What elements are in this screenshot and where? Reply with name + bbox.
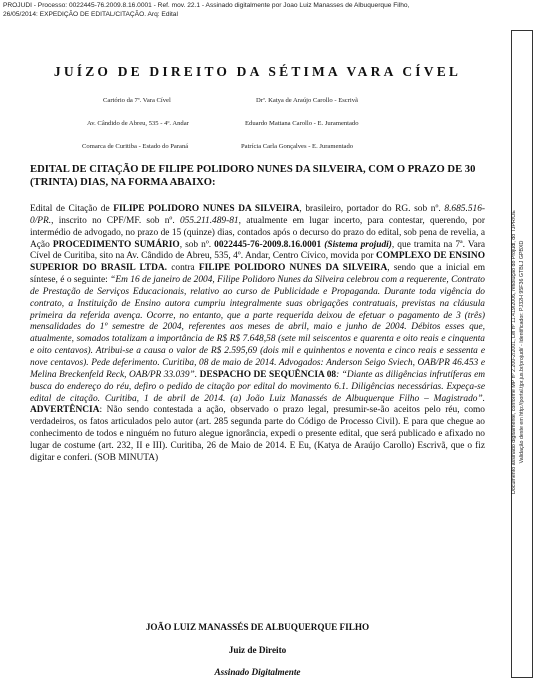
judge-name: JOÃO LUIZ MANASSÉS DE ALBUQUERQUE FILHO (145, 622, 370, 632)
judge-role: Juiz de Direito (228, 645, 287, 655)
side-stamp-line-2: Validação deste em http://portal.tjpr.jus.br/projudi/ - Identificador: PJ32H 95F36 GTBLJ GPBXD (519, 240, 525, 464)
warning-label: ADVERTÊNCIA (30, 405, 100, 416)
office-right-2: Eduardo Mattana Carollo - E. Juramentado (245, 120, 359, 127)
document-header (3, 1, 508, 19)
cpf-number: 055.211.489-81 (179, 215, 239, 226)
body-text: contra (167, 263, 199, 274)
office-left-1: Cartório da 7ª. Vara Cível (103, 97, 171, 104)
header-line-1: PROJUDI - Processo: 0022445-76.2009.8.16.0001 - Ref. mov. 22.1 - Assinado digitalmente por Joao Luiz Manasses de Albuquerque Filho, (3, 2, 410, 9)
defendant-name: FILIPE POLIDORO NUNES DA SILVEIRA (198, 263, 388, 274)
rg-number: 8.685.516-0/PR. (30, 204, 485, 226)
court-title: JUÍZO DE DIREITO DA SÉTIMA VARA CÍVEL (53, 64, 462, 79)
side-validation-stamp (511, 30, 533, 678)
body-text: , que tramita na 7ª. Vara Cível de Curitiba, sito na Av. Cândido de Abreu, 535, 4º. Andar, Centro Cívico, movida por (30, 239, 486, 262)
body-text: , sendo que a inicial em síntese, é o seguinte: (30, 263, 485, 286)
side-stamp-line-1: Documento assinado digitalmente, conforme MP nº 2.200-2/2001, Lei nº 11.419/2006, resolução do Projudi, do TJPR/OE (511, 210, 517, 494)
despacho-text: : “Diante as diligências infrutíferas em busca do endereço do réu, defiro o pedido de citação por edital do movimento 6.1. Diligências necessárias. Expeça-se edital de citação. Curitiba, 1 de abril de 2014. (a) João Luiz Manassés de Albuquerque Filho – Magistrado”. (30, 369, 485, 404)
body-text: , sob nº. (179, 239, 215, 250)
office-left-3: Comarca de Curitiba - Estado do Paraná (82, 143, 189, 150)
side-stamp-text (510, 47, 532, 657)
body-text: : Não sendo contestada a ação, observado o prazo legal, presumir-se-ão aceitos pelo réu, como verdadeiros, os fatos articulados pelo autor (art. 285 segunda parte do Código de Processo Civil). E para que chegue ao conhecimento de todos e ninguém no futuro alegue ignorância, expedi o presente edital, que será publicado e afixado no lugar de costume (art. 232, II e III). Curitiba, 26 de Maio de 2014. E Eu, (Katya de Araújo Carollo) Escrivã, que o fiz digitar e conferi. (SOB MINUTA) (30, 405, 485, 463)
signature-note: Assinado Digitalmente (214, 667, 301, 677)
defendant-name: FILIPE POLIDORO NUNES DA SILVEIRA (113, 204, 300, 214)
office-right-1: Drª. Katya de Araújo Carollo - Escrivã (256, 97, 358, 104)
action-type: PROCEDIMENTO SUMÁRIO (52, 239, 180, 250)
despacho-label: DESPACHO DE SEQUÊNCIA 08 (197, 369, 337, 380)
system-name: (Sistema projudi) (324, 239, 392, 250)
office-right-3: Patrícia Carla Gonçalves - E. Juramentado (241, 143, 354, 150)
edital-heading: EDITAL DE CITAÇÃO DE FILIPE POLIDORO NUNES DA SILVEIRA, COM O PRAZO DE 30 (TRINTA) DIAS, NA FORMA ABAIXO: (30, 164, 476, 188)
petition-summary: “Em 16 de janeiro de 2004, Filipe Polidoro Nunes da Silveira celebrou com a requerente, Contrato de Prestação de Serviços Educacionais, relativo ao curso de Publicidade e Propaganda. Durante toda vigência do contrato, a Instituição de Ensino autora cumpriu integralmente suas obrigações contratuais, previstas na cláusula primeira da referida avença. Ocorre, no entanto, que a parte requerida deixou de efetuar o pagamento de 3 (três) mensalidades do 1º semestre de 2004, referentes aos meses de abril, maio e junho de 2004. Débitos esses que, atualmente, somados totalizam a importância de R$ R$ 7.648,58 (sete mil seiscentos e quarenta e oito reais e cinquenta e oito centavos). Atribui-se a causa o valor de R$ 2.595,69 (dois mil e quinhentos e noventa e cinco reais e sessenta e nove centavos). Pede deferimento. Curitiba, 08 de maio de 2014. Advogados: Anderson Seigo Sviech, OAB/PR 46.453 e Melina Breckenfeld Reck, OAB/PR 33.039”. (30, 275, 485, 380)
plaintiff-name: COMPLEXO DE ENSINO SUPERIOR DO BRASIL LTDA. (30, 251, 485, 274)
header-line-2: 26/05/2014: EXPEDIÇÃO DE EDITAL/CITAÇÃO. Arq: Edital (3, 11, 178, 18)
body-text: , atualmente em lugar incerto, para contestar, querendo, por intermédio de advogado, no prazo de 15 (quinze) dias, contados após o decurso do prazo do edital, sob pena de revelia, a Ação (30, 215, 485, 250)
case-number: 0022445-76-2009.8.16.0001 (214, 239, 322, 250)
body-text: , brasileiro, portador do RG. sob nº. (299, 204, 445, 214)
office-left-2: Av. Cândido de Abreu, 535 - 4º. Andar (87, 120, 189, 127)
edital-body (30, 204, 485, 465)
body-text: Edital de Citação de (30, 204, 114, 214)
body-text: , inscrito no CPF/MF. sob nº. (51, 215, 180, 226)
